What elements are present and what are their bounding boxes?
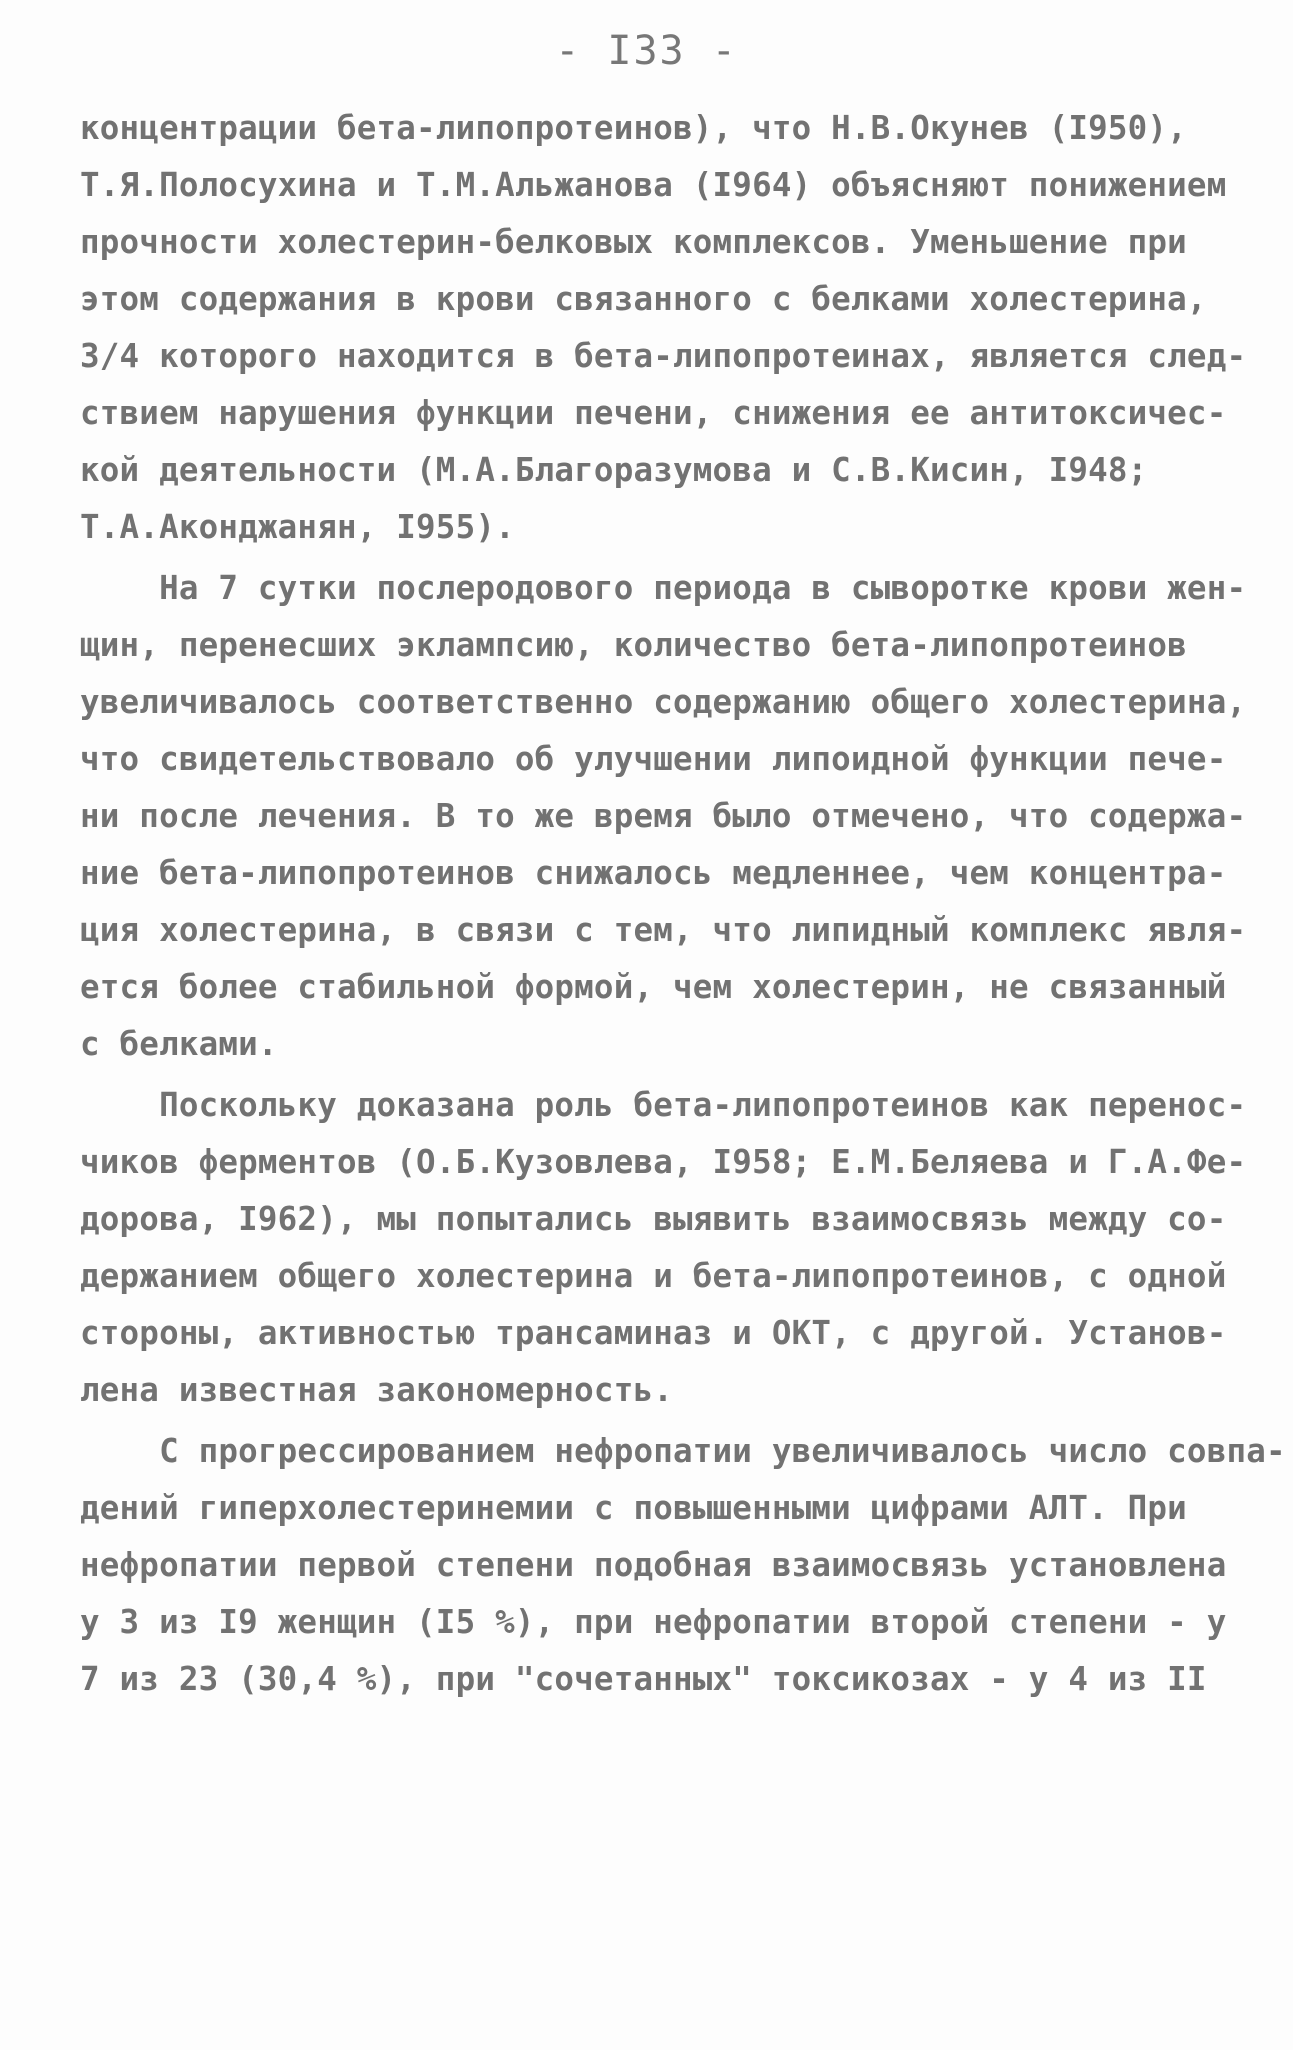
paragraph-3: [80, 1077, 1247, 1419]
text-line: щин, перенесших эклампсию, количество бета-липопротеинов: [80, 626, 1187, 664]
text-line: у 3 из I9 женщин (I5 %), при нефропатии второй степени - у: [80, 1603, 1227, 1641]
paragraph-1: [80, 100, 1247, 556]
text-line: дорова, I962), мы попытались выявить взаимосвязь между со-: [80, 1200, 1227, 1238]
text-line: держанием общего холестерина и бета-липопротеинов, с одной: [80, 1257, 1227, 1295]
text-line: кой деятельности (М.А.Благоразумова и С.В.Кисин, I948;: [80, 451, 1148, 489]
text-line: Т.Я.Полосухина и Т.М.Альжанова (I964) объясняют понижением: [80, 166, 1227, 204]
text-line: ние бета-липопротеинов снижалось медленнее, чем концентра-: [80, 854, 1227, 892]
paragraph-4: [80, 1423, 1286, 1708]
text-line: Поскольку доказана роль бета-липопротеинов как перенос-: [80, 1086, 1247, 1124]
text-line: С прогрессированием нефропатии увеличивалось число совпа-: [80, 1432, 1286, 1470]
text-line: этом содержания в крови связанного с белками холестерина,: [80, 280, 1207, 318]
text-line: прочности холестерин-белковых комплексов. Уменьшение при: [80, 223, 1187, 261]
text-line: стороны, активностью трансаминаз и ОКТ, с другой. Установ-: [80, 1314, 1227, 1352]
text-line: ция холестерина, в связи с тем, что липидный комплекс явля-: [80, 911, 1247, 949]
text-line: лена известная закономерность.: [80, 1371, 673, 1409]
text-line: концентрации бета-липопротеинов), что Н.В.Окунев (I950),: [80, 109, 1187, 147]
page-number: - I33 -: [555, 28, 738, 74]
text-line: ется более стабильной формой, чем холестерин, не связанный: [80, 968, 1227, 1006]
text-line: с белками.: [80, 1025, 278, 1063]
text-line: дений гиперхолестеринемии с повышенными цифрами АЛТ. При: [80, 1489, 1187, 1527]
text-line: чиков ферментов (О.Б.Кузовлева, I958; Е.М.Беляева и Г.А.Фе-: [80, 1143, 1247, 1181]
text-line: ни после лечения. В то же время было отмечено, что содержа-: [80, 797, 1247, 835]
text-line: 7 из 23 (30,4 %), при "сочетанных" токсикозах - у 4 из II: [80, 1660, 1207, 1698]
text-line: ствием нарушения функции печени, снижения ее антитоксичес-: [80, 394, 1227, 432]
text-line: На 7 сутки послеродового периода в сыворотке крови жен-: [80, 569, 1247, 607]
text-line: нефропатии первой степени подобная взаимосвязь установлена: [80, 1546, 1227, 1584]
text-line: что свидетельствовало об улучшении липоидной функции пече-: [80, 740, 1227, 778]
text-line: 3/4 которого находится в бета-липопротеинах, является след-: [80, 337, 1247, 375]
text-line: увеличивалось соответственно содержанию общего холестерина,: [80, 683, 1247, 721]
text-line: Т.А.Аконджанян, I955).: [80, 508, 515, 546]
body-text: [80, 100, 1286, 1708]
paragraph-2: [80, 560, 1247, 1073]
